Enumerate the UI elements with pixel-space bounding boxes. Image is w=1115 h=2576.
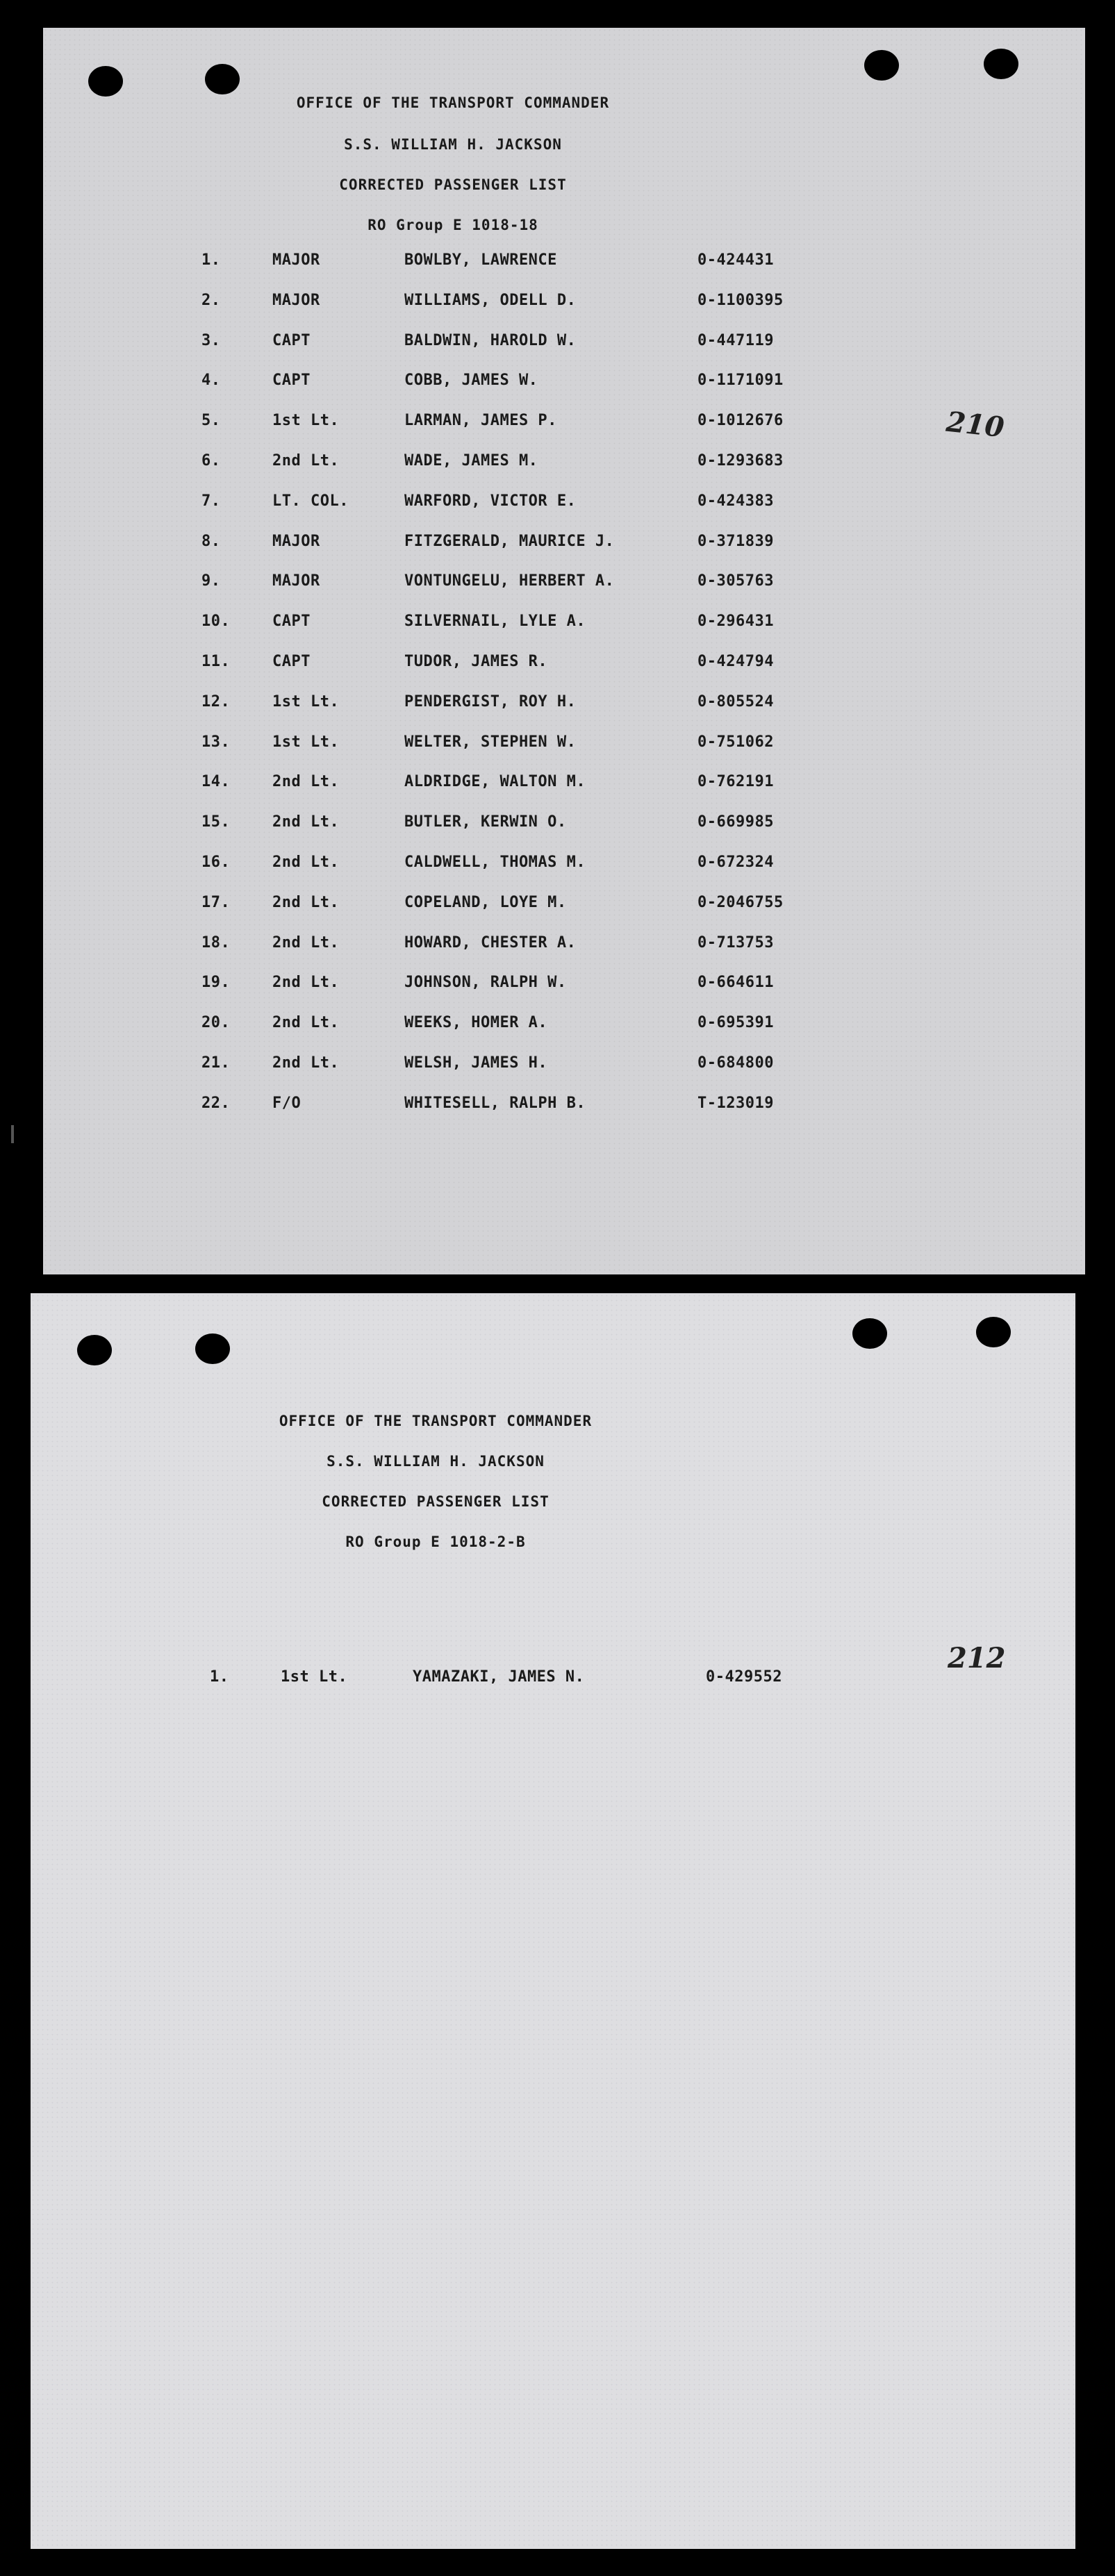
table-row — [43, 613, 1085, 638]
table-row — [43, 934, 1085, 959]
rank: 1st Lt. — [272, 733, 340, 751]
entry-number: 21. — [201, 1054, 231, 1072]
entry-number: 16. — [201, 854, 231, 871]
rank: CAPT — [272, 613, 311, 631]
passenger-name: WHITESELL, RALPH B. — [404, 1094, 586, 1112]
passenger-name: WEEKS, HOMER A. — [404, 1014, 548, 1032]
punch-hole — [852, 1318, 887, 1349]
passenger-name: BALDWIN, HAROLD W. — [404, 331, 577, 349]
serial-number: 0-664611 — [697, 974, 774, 992]
serial-number: 0-424794 — [697, 653, 774, 670]
table-row — [43, 412, 1085, 437]
entry-number: 22. — [201, 1094, 231, 1112]
serial-number: 0-762191 — [697, 773, 774, 791]
serial-number: 0-424383 — [697, 492, 774, 510]
passenger-name: FITZGERALD, MAURICE J. — [404, 532, 615, 550]
passenger-name: SILVERNAIL, LYLE A. — [404, 613, 586, 631]
header-ship: S.S. WILLIAM H. JACKSON — [327, 1453, 545, 1470]
serial-number: 0-713753 — [697, 933, 774, 952]
rank: 2nd Lt. — [272, 974, 340, 992]
table-row — [43, 773, 1085, 798]
serial-number: 0-751062 — [697, 733, 774, 751]
table-row — [43, 332, 1085, 357]
rank: CAPT — [272, 372, 311, 390]
passenger-name: BOWLBY, LAWRENCE — [404, 251, 557, 269]
passenger-list-page-212 — [31, 1293, 1075, 2549]
table-row — [43, 1054, 1085, 1079]
punch-hole — [205, 64, 240, 94]
serial-number: 0-805524 — [697, 692, 774, 711]
table-row — [43, 974, 1085, 999]
passenger-name: TUDOR, JAMES R. — [404, 653, 548, 670]
entry-number: 17. — [201, 893, 231, 911]
rank: 2nd Lt. — [272, 854, 340, 871]
folio-number: 210 — [944, 405, 1006, 444]
passenger-name: COPELAND, LOYE M. — [404, 893, 567, 911]
table-row — [43, 813, 1085, 838]
header-list-title: CORRECTED PASSENGER LIST — [339, 176, 567, 193]
rank: LT. COL. — [272, 492, 349, 510]
serial-number: 0-1171091 — [697, 372, 784, 390]
passenger-name: JOHNSON, RALPH W. — [404, 974, 567, 992]
serial-number: 0-1293683 — [697, 452, 784, 470]
punch-hole — [984, 49, 1018, 79]
rank: MAJOR — [272, 532, 320, 550]
punch-hole — [976, 1317, 1011, 1347]
passenger-name: VONTUNGELU, HERBERT A. — [404, 572, 615, 590]
header-office: OFFICE OF THE TRANSPORT COMMANDER — [296, 94, 610, 111]
table-row — [43, 653, 1085, 678]
entry-number: 11. — [201, 653, 231, 670]
punch-hole — [864, 50, 899, 81]
entry-number: 1. — [210, 1668, 229, 1686]
table-row — [31, 1668, 1075, 1693]
table-row — [43, 533, 1085, 558]
entry-number: 13. — [201, 733, 231, 751]
entry-number: 4. — [201, 372, 221, 390]
rank: 2nd Lt. — [272, 452, 340, 470]
table-row — [43, 1095, 1085, 1120]
header-group: RO Group E 1018-18 — [367, 217, 538, 233]
serial-number: 0-1012676 — [697, 412, 784, 430]
table-row — [43, 894, 1085, 919]
header-office: OFFICE OF THE TRANSPORT COMMANDER — [279, 1413, 593, 1429]
serial-number: 0-2046755 — [697, 893, 784, 911]
serial-number: T-123019 — [697, 1094, 774, 1112]
rank: 2nd Lt. — [272, 773, 340, 791]
serial-number: 0-447119 — [697, 331, 774, 349]
entry-number: 14. — [201, 773, 231, 791]
serial-number: 0-296431 — [697, 613, 774, 631]
entry-number: 19. — [201, 974, 231, 992]
table-row — [43, 693, 1085, 718]
header-group: RO Group E 1018-2-B — [345, 1534, 526, 1550]
entry-number: 2. — [201, 291, 221, 309]
entry-number: 3. — [201, 331, 221, 349]
table-row — [43, 452, 1085, 477]
entry-number: 18. — [201, 933, 231, 952]
rank: 1st Lt. — [281, 1668, 348, 1686]
serial-number: 0-371839 — [697, 532, 774, 550]
serial-number: 0-1100395 — [697, 291, 784, 309]
passenger-name: ALDRIDGE, WALTON M. — [404, 773, 586, 791]
header-ship: S.S. WILLIAM H. JACKSON — [344, 136, 562, 153]
passenger-name: CALDWELL, THOMAS M. — [404, 854, 586, 871]
entry-number: 9. — [201, 572, 221, 590]
punch-hole — [195, 1333, 230, 1364]
serial-number: 0-305763 — [697, 572, 774, 590]
punch-hole — [77, 1335, 112, 1365]
serial-number: 0-424431 — [697, 251, 774, 269]
entry-number: 10. — [201, 613, 231, 631]
entry-number: 15. — [201, 813, 231, 831]
rank: F/O — [272, 1094, 302, 1112]
entry-number: 1. — [201, 251, 221, 269]
passenger-name: WADE, JAMES M. — [404, 452, 538, 470]
rank: 1st Lt. — [272, 412, 340, 430]
serial-number: 0-429552 — [706, 1668, 782, 1686]
passenger-name: BUTLER, KERWIN O. — [404, 813, 567, 831]
rank: 1st Lt. — [272, 692, 340, 711]
rank: 2nd Lt. — [272, 893, 340, 911]
table-row — [43, 854, 1085, 879]
passenger-name: LARMAN, JAMES P. — [404, 412, 557, 430]
passenger-list-page-210 — [43, 28, 1085, 1274]
entry-number: 5. — [201, 412, 221, 430]
scan-edge-mark — [11, 1125, 14, 1143]
passenger-name: WELSH, JAMES H. — [404, 1054, 548, 1072]
table-row — [43, 292, 1085, 317]
rank: CAPT — [272, 331, 311, 349]
rank: MAJOR — [272, 572, 320, 590]
table-row — [43, 372, 1085, 397]
passenger-name: WARFORD, VICTOR E. — [404, 492, 577, 510]
serial-number: 0-669985 — [697, 813, 774, 831]
entry-number: 7. — [201, 492, 221, 510]
entry-number: 8. — [201, 532, 221, 550]
folio-number: 212 — [948, 1642, 1006, 1675]
passenger-name: HOWARD, CHESTER A. — [404, 933, 577, 952]
punch-hole — [88, 66, 123, 97]
rank: CAPT — [272, 653, 311, 670]
passenger-name: PENDERGIST, ROY H. — [404, 692, 577, 711]
header-list-title: CORRECTED PASSENGER LIST — [322, 1493, 550, 1510]
rank: 2nd Lt. — [272, 1054, 340, 1072]
passenger-name: COBB, JAMES W. — [404, 372, 538, 390]
passenger-name: WELTER, STEPHEN W. — [404, 733, 577, 751]
entry-number: 20. — [201, 1014, 231, 1032]
entry-number: 6. — [201, 452, 221, 470]
entry-number: 12. — [201, 692, 231, 711]
rank: MAJOR — [272, 291, 320, 309]
rank: 2nd Lt. — [272, 933, 340, 952]
table-row — [43, 492, 1085, 517]
serial-number: 0-684800 — [697, 1054, 774, 1072]
serial-number: 0-672324 — [697, 854, 774, 871]
passenger-name: YAMAZAKI, JAMES N. — [413, 1668, 585, 1686]
serial-number: 0-695391 — [697, 1014, 774, 1032]
table-row — [43, 572, 1085, 597]
rank: MAJOR — [272, 251, 320, 269]
rank: 2nd Lt. — [272, 1014, 340, 1032]
rank: 2nd Lt. — [272, 813, 340, 831]
table-row — [43, 251, 1085, 276]
table-row — [43, 1014, 1085, 1039]
passenger-name: WILLIAMS, ODELL D. — [404, 291, 577, 309]
table-row — [43, 733, 1085, 758]
